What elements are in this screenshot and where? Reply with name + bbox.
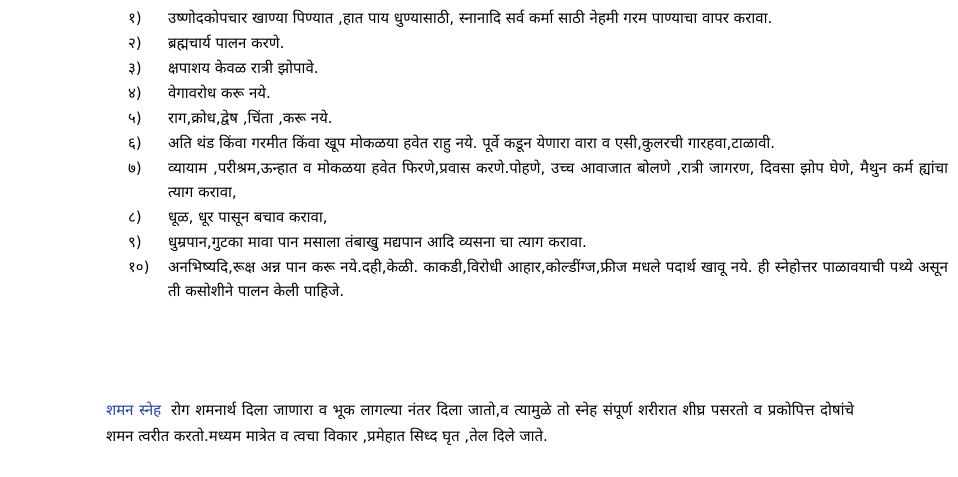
item-number: ९): [128, 233, 142, 251]
shaman-sneha-paragraph: [106, 397, 854, 449]
list-item: [128, 131, 948, 155]
item-number: ४): [128, 84, 142, 102]
precautions-list: [128, 6, 948, 303]
item-number: ६): [128, 134, 142, 152]
item-number: ३): [128, 59, 142, 77]
paragraph-term: शमन स्नेह: [106, 401, 162, 419]
item-text: व्यायाम ,परीश्रम,ऊन्हात व मोकळया हवेत फिरणे,प्रवास करणे.पोहणे, उच्च आवाजात बोलणे ,रात्री जागरण, दिवसा झोप घेणे, मैथुन कर्म ह्यांचा त्याग करावा,: [168, 159, 948, 201]
list-item: [128, 230, 948, 254]
item-text: वेगावरोध करू नये.: [168, 84, 271, 102]
item-text: राग,क्रोध,द्वेष ,चिंता ,करू नये.: [168, 109, 333, 127]
item-text: ब्रह्मचार्य पालन करणे.: [168, 34, 285, 52]
list-item: [128, 106, 948, 130]
list-item: [128, 156, 948, 204]
item-number: ७): [128, 159, 142, 177]
item-text: क्षपाशय केवळ रात्री झोपावे.: [168, 59, 319, 77]
list-item: [128, 205, 948, 229]
list-item: [128, 255, 948, 303]
item-text: अति थंड किंवा गरमीत किंवा खूप मोकळया हवेत राहु नये. पूर्वे कडून येणारा वारा व एसी,कुलरची गारहवा,टाळावी.: [168, 134, 776, 152]
item-number: ५): [128, 109, 142, 127]
item-number: ८): [128, 208, 142, 226]
item-number: १०): [128, 258, 150, 276]
item-number: २): [128, 34, 142, 52]
item-text: धुम्रपान,गुटका मावा पान मसाला तंबाखु मद्यपान आदि व्यसना चा त्याग करावा.: [168, 233, 587, 251]
item-number: १): [128, 9, 142, 27]
item-text: अनभिष्यदि,रूक्ष अन्न पान करू नये.दही,केळी. काकडी,विरोधी आहार,कोल्डींग्ज,फ्रीज मधले पदार्थ खावू नये. ही स्नेहोत्तर पाळावयाची पथ्ये असून ती कसोशीने पालन केली पाहिजे.: [168, 258, 948, 300]
paragraph-text: रोग शमनार्थ दिला जाणारा व भूक लागल्या नंतर दिला जातो,व त्यामुळे तो स्नेह संपूर्ण शरीरात शीघ्र पसरतो व प्रकोपित्त दोषांचे शमन त्वरीत करतो.मध्यम मात्रेत व त्वचा विकार ,प्रमेहात सिध्द घृत ,तेल दिले जाते.: [106, 401, 854, 445]
item-text: उष्णोदकोपचार खाण्या पिण्यात ,हात पाय धुण्यासाठी, स्नानादि सर्व कर्मा साठी नेहमी गरम पाण्याचा वापर करावा.: [168, 9, 773, 27]
list-item: [128, 6, 948, 30]
list-item: [128, 56, 948, 80]
item-text: धूळ, धूर पासून बचाव करावा,: [168, 208, 328, 226]
list-item: [128, 31, 948, 55]
list-item: [128, 81, 948, 105]
